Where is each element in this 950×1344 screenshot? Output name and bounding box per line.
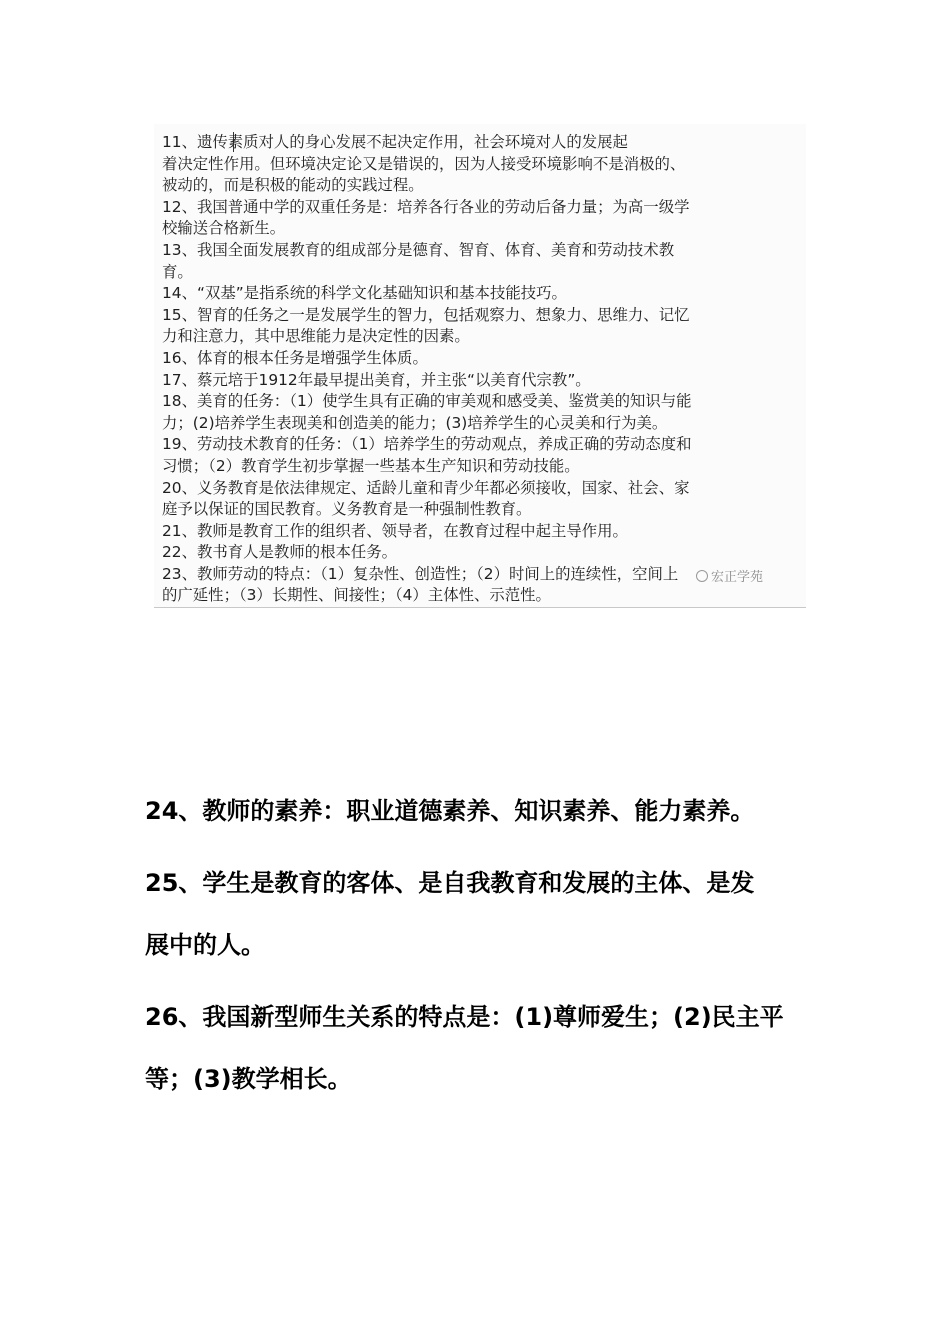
scan-line: 15、智育的任务之一是发展学生的智力，包括观察力、想象力、思维力、记忆 (162, 305, 690, 324)
scan-line: 力；(2)培养学生表现美和创造美的能力；(3)培养学生的心灵美和行为美。 (162, 413, 668, 432)
scan-line: 14、“双基”是指系统的科学文化基础知识和基本技能技巧。 (162, 284, 567, 303)
paragraph-line: 25、学生是教育的客体、是自我教育和发展的主体、是发 (145, 869, 755, 897)
paragraph-line: 24、教师的素养：职业道德素养、知识素养、能力素养。 (145, 797, 755, 825)
scan-lines (162, 132, 802, 607)
scan-line: 16、体育的根本任务是增强学生体质。 (162, 348, 428, 367)
paragraph-26 (145, 986, 815, 1110)
scan-line: 被动的，而是积极的能动的实践过程。 (162, 176, 424, 195)
scan-line: 13、我国全面发展教育的组成部分是德育、智育、体育、美育和劳动技术教 (162, 240, 675, 259)
watermark (694, 566, 765, 585)
scan-line: 18、美育的任务：（1）使学生具有正确的审美观和感受美、鉴赏美的知识与能 (162, 392, 692, 411)
scan-line: 21、教师是教育工作的组织者、领导者，在教育过程中起主导作用。 (162, 521, 628, 540)
wechat-icon (696, 570, 708, 582)
scan-line: 着决定性作用。但环境决定论又是错误的，因为人接受环境影响不是消极的、 (162, 154, 686, 173)
paragraph-25 (145, 852, 815, 976)
scan-line: 庭予以保证的国民教育。义务教育是一种强制性教育。 (162, 500, 532, 519)
scan-line: 22、教书育人是教师的根本任务。 (162, 543, 398, 562)
scan-line: 19、劳动技术教育的任务：（1）培养学生的劳动观点，养成正确的劳动态度和 (162, 435, 692, 454)
scan-line: 力和注意力，其中思维能力是决定性的因素。 (162, 327, 470, 346)
scan-line: 23、教师劳动的特点：（1）复杂性、创造性；（2）时间上的连续性，空间上 (162, 564, 679, 583)
paragraph-24 (145, 780, 815, 842)
scan-line: 习惯；（2）教育学生初步掌握一些基本生产知识和劳动技能。 (162, 456, 580, 475)
document-body (145, 780, 815, 1120)
scan-line: 育。 (162, 262, 193, 281)
scan-line: 12、我国普通中学的双重任务是：培养各行各业的劳动后备力量；为高一级学 (162, 197, 690, 216)
scan-line: 的广延性；（3）长期性、间接性；（4）主体性、示范性。 (162, 586, 551, 605)
scan-line: 20、义务教育是依法律规定、适龄儿童和青少年都必须接收，国家、社会、家 (162, 478, 690, 497)
scan-line: 11、遗传素质对人的身心发展不起决定作用，社会环境对人的发展起 (162, 133, 628, 151)
scan-line: 17、蔡元培于1912年最早提出美育，并主张“以美育代宗教”。 (162, 370, 591, 389)
scanned-notes-image (154, 124, 806, 608)
paragraph-line: 展中的人。 (145, 931, 265, 959)
watermark-text: 宏正学苑 (711, 570, 764, 585)
paragraph-line: 等；(3)教学相长。 (145, 1065, 352, 1093)
paragraph-line: 26、我国新型师生关系的特点是：(1)尊师爱生；(2)民主平 (145, 1003, 784, 1031)
scan-line: 校输送合格新生。 (162, 219, 286, 238)
